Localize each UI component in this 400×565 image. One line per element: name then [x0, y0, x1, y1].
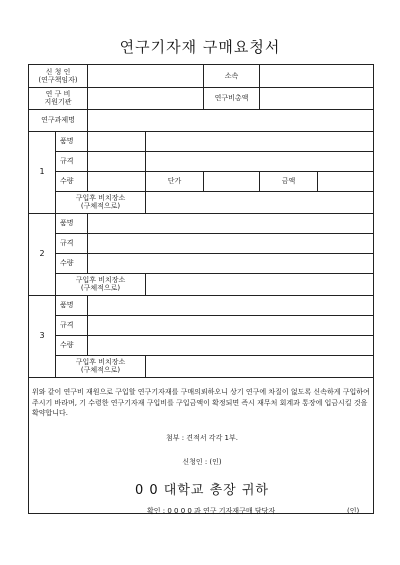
item-name-field[interactable]	[88, 295, 373, 315]
addressee: 0 0 대학교 총장 귀하	[135, 483, 269, 498]
item-qty-field[interactable]	[88, 335, 373, 355]
applicant-field[interactable]	[88, 65, 202, 87]
project-name-field[interactable]	[88, 109, 373, 131]
item-spec-label: 규격	[60, 157, 74, 165]
storage-location-field[interactable]	[146, 273, 373, 295]
item-qty-field[interactable]	[88, 171, 145, 191]
item-name-label: 품명	[60, 219, 74, 227]
storage-location-label: 구입후 비치장소 (구체적으로)	[75, 194, 126, 210]
storage-location-label: 구입후 비치장소 (구체적으로)	[75, 358, 126, 374]
fund-total-field[interactable]	[260, 87, 373, 109]
document-title: 연구기자재 구매요청서	[119, 38, 281, 56]
amount-label: 금액	[281, 177, 296, 185]
item-name-label: 품명	[60, 301, 74, 309]
declaration-text: 위와 같이 연구비 재원으로 구입할 연구기자재를 구매의뢰하오니 상기 연구에 차질이 없도록 신속하게 구입하여 주시기 바라며, 기 수령한 연구기자재 구입비를 구입금액이 확정되면 즉시 재무처 회계과 통장에 입금시킬 것을 확약합니다.	[32, 388, 370, 417]
item-qty-label: 수량	[60, 177, 74, 185]
block-divider	[29, 377, 373, 378]
item-spec-field[interactable]	[88, 315, 373, 335]
item-spec-label: 규격	[60, 239, 74, 247]
fund-agency-field[interactable]	[88, 87, 202, 109]
project-name-label: 연구과제명	[41, 116, 75, 124]
applicant-signature: 신청인 : (인)	[182, 458, 222, 466]
applicant-label: 신 청 인 (연구책임자)	[38, 68, 78, 84]
unit-price-field[interactable]	[204, 171, 259, 191]
confirmation-seal: (인)	[347, 507, 360, 515]
storage-location-field[interactable]	[146, 191, 373, 213]
item-number: 2	[39, 249, 45, 258]
storage-location-label: 구입후 비치장소 (구체적으로)	[75, 276, 126, 292]
item-qty-label: 수량	[60, 341, 74, 349]
confirmation-line: 확인 : 0 0 0 0 과 연구 기자재구매 담당자	[147, 507, 276, 515]
fund-agency-label: 연 구 비 지원기관	[44, 90, 72, 106]
item-spec-field[interactable]	[88, 151, 373, 171]
item-qty-label: 수량	[60, 259, 74, 267]
amount-field[interactable]	[318, 171, 373, 191]
affiliation-field[interactable]	[260, 65, 373, 87]
unit-price-label: 단가	[167, 177, 182, 185]
fund-total-label: 연구비총액	[214, 94, 249, 102]
storage-location-field[interactable]	[146, 355, 373, 377]
item-name-field[interactable]	[88, 131, 373, 151]
item-qty-field[interactable]	[88, 253, 373, 273]
item-name-field[interactable]	[88, 213, 373, 233]
item-spec-field[interactable]	[88, 233, 373, 253]
item-name-label: 품명	[60, 137, 74, 145]
affiliation-label: 소속	[224, 72, 239, 80]
item-number: 1	[39, 167, 45, 176]
purchase-request-form	[28, 64, 374, 514]
item-spec-label: 규격	[60, 321, 74, 329]
item-number: 3	[39, 331, 45, 340]
attachment-note: 첨부 : 견적서 각각 1부.	[165, 434, 239, 442]
